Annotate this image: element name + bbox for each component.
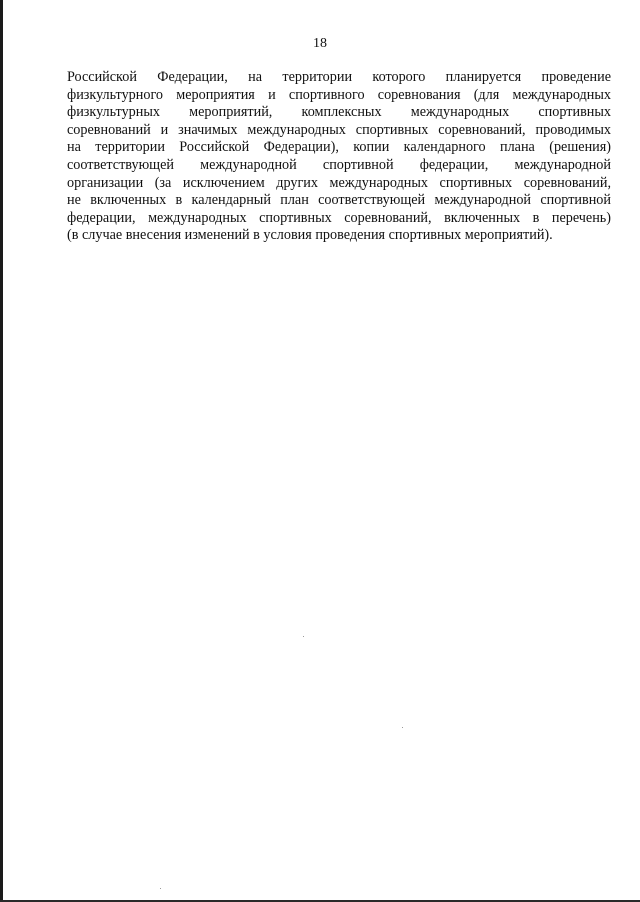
scan-speck — [402, 727, 403, 728]
paragraph-line: соревнований и значимых международных спортивных соревнований, проводимых — [67, 121, 611, 138]
paragraph-line: федерации, международных спортивных соревнований, включенных в перечень) — [67, 209, 611, 226]
paragraph-line: на территории Российской Федерации), копии календарного плана (решения) — [67, 139, 611, 156]
paragraph-line: организации (за исключением других международных спортивных соревнований, — [67, 174, 611, 191]
paragraph-line: Российской Федерации, на территории которого планируется проведение — [67, 69, 611, 85]
scan-speck — [303, 636, 304, 637]
body-paragraph — [67, 69, 611, 245]
paragraph-line: не включенных в календарный план соответствующей международной спортивной — [67, 192, 611, 209]
paragraph-line: физкультурного мероприятия и спортивного соревнования (для международных — [67, 86, 611, 103]
page-number: 18 — [313, 36, 327, 51]
paragraph-line: физкультурных мероприятий, комплексных международных спортивных — [67, 104, 611, 121]
scan-left-edge — [0, 0, 3, 902]
paragraph-line: соответствующей международной спортивной федерации, международной — [67, 156, 611, 173]
scan-speck — [160, 888, 161, 889]
paragraph-line-last: (в случае внесения изменений в условия проведения спортивных мероприятий). — [67, 227, 553, 244]
